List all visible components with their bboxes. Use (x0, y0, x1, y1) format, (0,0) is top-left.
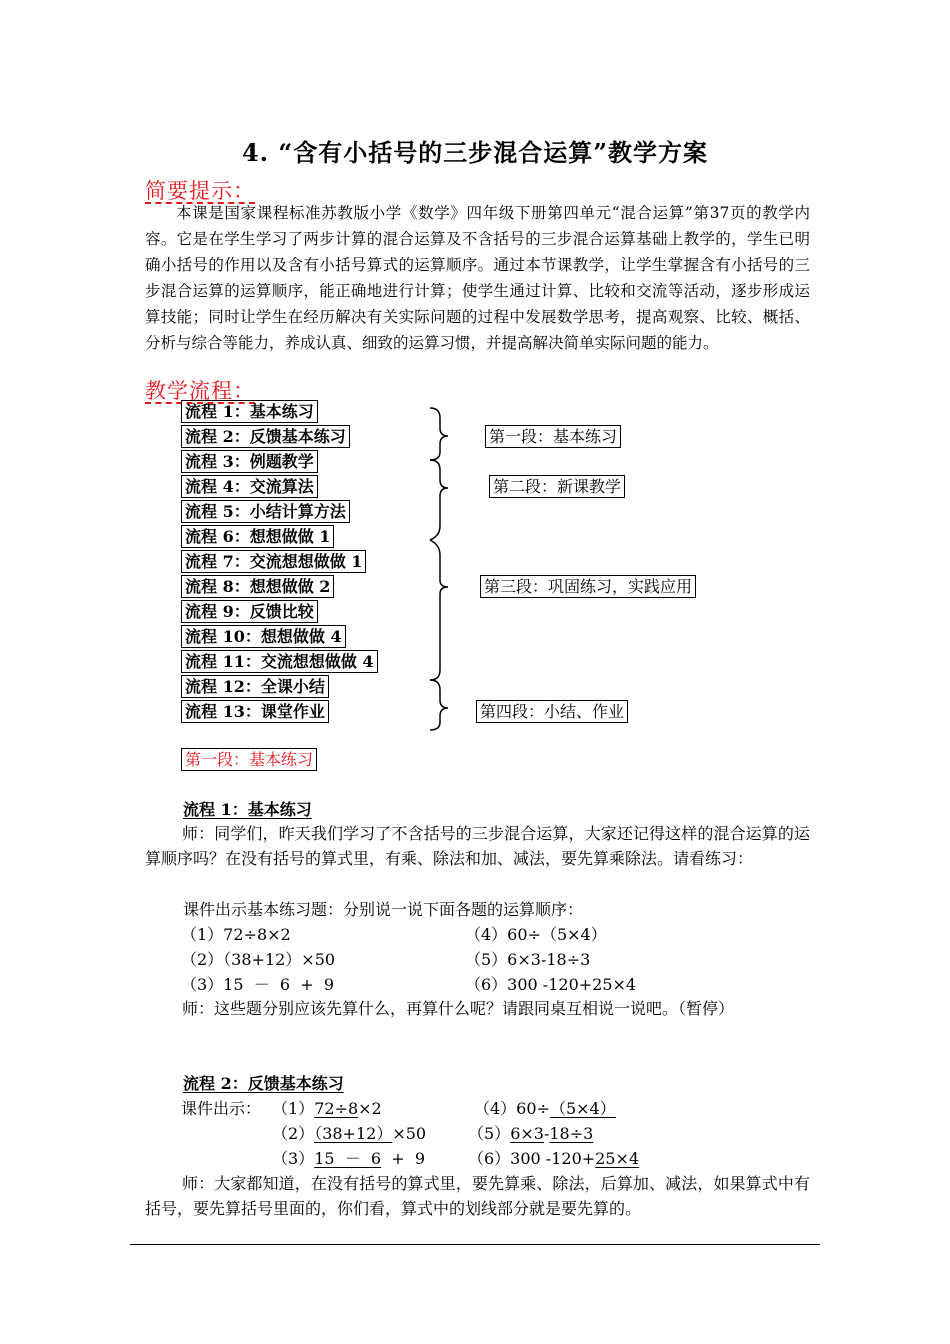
stage-box-3: 第三段：巩固练习，实践应用 (480, 575, 696, 598)
feedback-exercise-6 (468, 1146, 639, 1169)
feedback-exercise-3 (272, 1146, 425, 1169)
ex5-underlined-1: 6×3 (510, 1124, 544, 1143)
section1-title: 流程 1：基本练习 (183, 800, 312, 819)
section1-paragraph-3: 师：这些题分别应该先算什么，再算什么呢？请跟同桌互相说一说吧。（暂停） (182, 999, 735, 1018)
ex5-underlined-2: 18÷3 (549, 1124, 594, 1143)
flow-item-4: 流程 4：交流算法 (181, 475, 318, 498)
flow-item-11: 流程 11：交流想想做做 4 (181, 650, 378, 673)
ex1-underlined: 72÷8 (314, 1099, 359, 1118)
ex2-rest: ×50 (392, 1124, 427, 1143)
stage1-label: 第一段：基本练习 (181, 748, 317, 771)
section2-paragraph-1: 师：大家都知道，在没有括号的算式里，要先算乘、除法，后算加、减法，如果算式中有括号，要先算括号里面的，你们看，算式中的划线部分就是要先算的。 (145, 1174, 810, 1218)
ex6-underlined: 25×4 (595, 1149, 640, 1168)
ex4-number: （4）60÷ (474, 1099, 550, 1118)
flow-item-12: 流程 12：全课小结 (181, 675, 329, 698)
ex3-underlined: 15 － 6 (314, 1149, 382, 1168)
flow-item-5: 流程 5：小结计算方法 (181, 500, 350, 523)
stage-box-4: 第四段：小结、作业 (476, 700, 628, 723)
brace-stage-3 (430, 540, 448, 680)
ex1-number: （1） (272, 1099, 315, 1118)
flow-item-1: 流程 1：基本练习 (181, 400, 318, 423)
flow-item-13: 流程 13：课堂作业 (181, 700, 329, 723)
feedback-exercise-1 (272, 1096, 382, 1119)
ex5-middle: - (543, 1124, 550, 1143)
ex5-number: （5） (468, 1124, 511, 1143)
exercise-1: （1）72÷8×2 (181, 925, 291, 944)
exercise-2: （2）（38+12）×50 (181, 950, 336, 969)
feedback-exercise-4 (474, 1096, 616, 1119)
ex3-rest: + 9 (381, 1149, 426, 1168)
flow-item-7: 流程 7：交流想想做做 1 (181, 550, 366, 573)
brace-stage-2 (430, 460, 448, 540)
section1-paragraph-1: 师：同学们，昨天我们学习了不含括号的三步混合运算，大家还记得这样的混合运算的运算顺序吗？在没有括号的算式里，有乘、除法和加、减法，要先算乘除法。请看练习： (145, 824, 810, 868)
section2-title: 流程 2：反馈基本练习 (183, 1074, 344, 1093)
brace-stage-1 (430, 408, 448, 460)
feedback-exercise-5 (468, 1121, 593, 1144)
stage-box-1: 第一段：基本练习 (485, 425, 621, 448)
brace-stage-4 (430, 680, 448, 730)
exercise-6: （6）300 -120+25×4 (465, 975, 637, 994)
section2-lead: 课件出示： (181, 1099, 262, 1118)
ex3-number: （3） (272, 1149, 315, 1168)
ex4-underlined: （5×4） (549, 1099, 616, 1118)
document-title: 4. “含有小括号的三步混合运算”教学方案 (241, 138, 709, 167)
footer-rule (130, 1244, 820, 1245)
ex6-number: （6）300 -120+ (468, 1149, 596, 1168)
feedback-exercise-2 (272, 1121, 426, 1144)
exercise-5: （5）6×3-18÷3 (465, 950, 591, 969)
flow-item-10: 流程 10：想想做做 4 (181, 625, 346, 648)
ex1-rest: ×2 (358, 1099, 382, 1118)
flow-item-8: 流程 8：想想做做 2 (181, 575, 334, 598)
flow-item-3: 流程 3：例题教学 (181, 450, 318, 473)
flow-heading: 教学流程： (145, 379, 255, 403)
section1-paragraph-2: 课件出示基本练习题：分别说一说下面各题的运算顺序： (183, 900, 584, 919)
exercise-3: （3）15 － 6 + 9 (181, 975, 334, 994)
hint-heading: 简要提示： (145, 179, 255, 203)
ex2-underlined: （38+12） (314, 1124, 393, 1143)
flow-item-2: 流程 2：反馈基本练习 (181, 425, 350, 448)
intro-paragraph: 本课是国家课程标准苏教版小学《数学》四年级下册第四单元“混合运算”第37页的教学内容。它是在学生学习了两步计算的混合运算及不含括号的三步混合运算基础上教学的，学生已明确小括号的作用以及含有小括号算式的运算顺序。通过本节课教学，让学生掌握含有小括号的三步混合运算的运算顺序，能正确地进行计算；使学生通过计算、比较和交流等活动，逐步形成运算技能；同时让学生在经历解决有关实际问题的过程中发展数学思考，提高观察、比较、概括、分析与综合等能力，养成认真、细致的运算习惯，并提高解决简单实际问题的能力。 (145, 204, 810, 352)
flow-item-9: 流程 9：反馈比较 (181, 600, 318, 623)
flow-item-6: 流程 6：想想做做 1 (181, 525, 334, 548)
ex2-number: （2） (272, 1124, 315, 1143)
exercise-4: （4）60÷（5×4） (465, 925, 607, 944)
stage-box-2: 第二段：新课教学 (489, 475, 625, 498)
